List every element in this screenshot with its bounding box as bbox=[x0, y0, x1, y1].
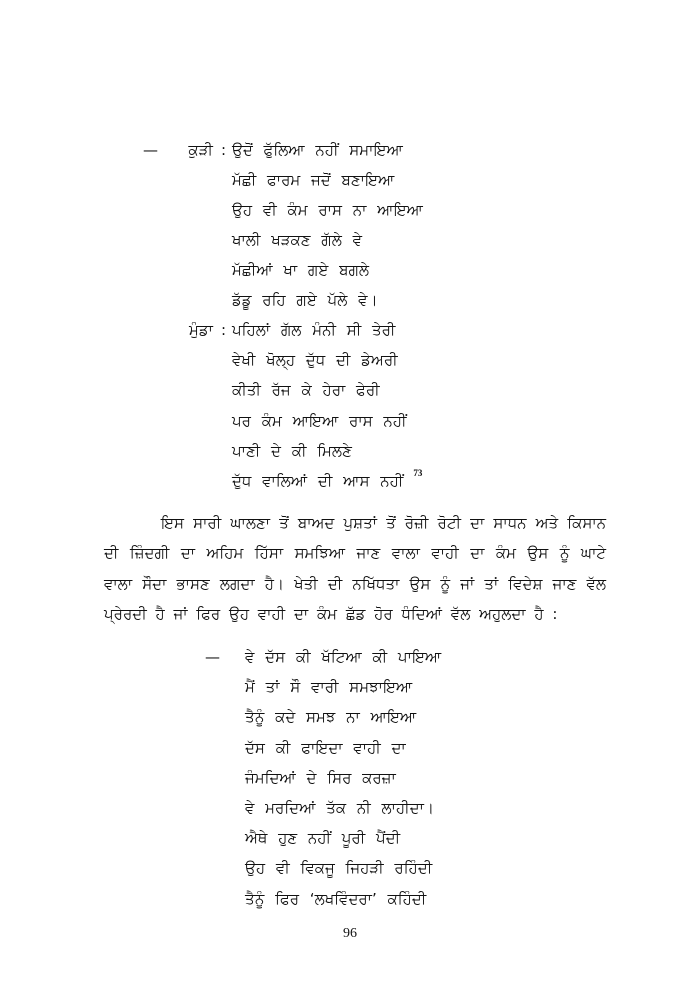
colon: : bbox=[220, 141, 226, 159]
verse-line bbox=[245, 858, 432, 878]
verse-line-text: ਕੀਤੀ ਰੱਜ ਕੇ ਹੇਰਾ ਫੇਰੀ bbox=[232, 381, 380, 400]
verse-line-text: ਤੈਨੂੰ ਕਦੇ ਸਮਝ ਨਾ ਆਇਆ bbox=[245, 708, 417, 727]
verse-line bbox=[245, 798, 434, 818]
speaker-1-label bbox=[188, 140, 226, 160]
verse-line-text: ਐਥੇ ਹੁਣ ਨਹੀਂ ਪੂਰੀ ਪੈਂਦੀ bbox=[245, 829, 401, 848]
body-paragraph: ਇਸ ਸਾਰੀ ਘਾਲਣਾ ਤੋਂ ਬਾਅਦ ਪੁਸ਼ਤਾਂ ਤੋਂ ਰੋਜ਼ੀ ਰੋਟੀ ਦਾ ਸਾਧਨ ਅਤੇ ਕਿਸਾਨ ਦੀ ਜ਼ਿੰਦਗੀ ਦਾ ਅਹਿਮ ਹਿੱਸਾ ਸਮਝਿਆ ਜਾਣ ਵਾਲਾ ਵਾਹੀ ਦਾ ਕੰਮ ਉਸ ਨੂੰ ਘਾਟੇ ਵਾਲਾ ਸੌਦਾ ਭਾਸਣ ਲਗਦਾ ਹੈ। ਖੇਤੀ ਦੀ ਨਖਿੱਧਤਾ ਉਸ ਨੂੰ ਜਾਂ ਤਾਂ ਵਿਦੇਸ਼ ਜਾਣ ਵੱਲ ਪ੍ਰੇਰਦੀ ਹੈ ਜਾਂ ਫਿਰ ਉਹ ਵਾਹੀ ਦਾ ਕੰਮ ਛੱਡ ਹੋਰ ਧੰਦਿਆਂ ਵੱਲ ਅਹੁਲਦਾ ਹੈ : bbox=[104, 514, 606, 623]
speaker-name: ਮੁੰਡਾ bbox=[189, 321, 213, 339]
verse-line bbox=[232, 200, 423, 220]
verse-line-text: ਪਾਣੀ ਦੇ ਕੀ ਮਿਲਣੇ bbox=[232, 441, 352, 460]
colon: : bbox=[220, 321, 226, 339]
verse-line bbox=[232, 140, 403, 160]
verse-line-text: ਵੇਖੀ ਖੋਲ੍ਹ ਦੁੱਧ ਦੀ ਡੇਅਰੀ bbox=[232, 351, 398, 370]
verse-line-text: ਮੈਂ ਤਾਂ ਸੌ ਵਾਰੀ ਸਮਝਾਇਆ bbox=[245, 678, 413, 697]
verse-line bbox=[245, 738, 406, 758]
footnote-marker: 73 bbox=[413, 468, 423, 478]
verse-line-text: ਵੇ ਦੱਸ ਕੀ ਖੱਟਿਆ ਕੀ ਪਾਇਆ bbox=[245, 648, 442, 666]
dash: — bbox=[205, 648, 220, 666]
verse-line bbox=[245, 828, 400, 848]
verse-line bbox=[232, 350, 398, 370]
verse-line-text: ਮੱਛੀ ਫਾਰਮ ਜਦੋਂ ਬਣਾਇਆ bbox=[232, 171, 395, 189]
verse-line bbox=[232, 230, 362, 250]
verse-line-text: ਉਹ ਵੀ ਵਿਕਜੂ ਜਿਹੜੀ ਰਹਿੰਦੀ bbox=[245, 859, 433, 878]
verse-line bbox=[232, 411, 407, 431]
verse-line-text: ਉਦੋਂ ਫੁੱਲਿਆ ਨਹੀਂ ਸਮਾਇਆ bbox=[232, 141, 403, 159]
verse-line-text: ਦੱਸ ਕੀ ਫਾਇਦਾ ਵਾਹੀ ਦਾ bbox=[245, 738, 406, 757]
verse-line bbox=[245, 677, 412, 697]
verse-line bbox=[245, 707, 416, 727]
verse-line bbox=[245, 768, 396, 788]
verse-line bbox=[232, 380, 380, 400]
page-number: 96 bbox=[343, 926, 357, 941]
verse-line-text: ਵੇ ਮਰਦਿਆਂ ਤੱਕ ਨੀ ਲਾਹੀਦਾ। bbox=[245, 799, 434, 817]
verse-line bbox=[232, 170, 394, 190]
verse-line bbox=[232, 441, 352, 461]
verse-line-text: ਖਾਲੀ ਖੜਕਣ ਗੱਲੇ ਵੇ bbox=[232, 231, 363, 249]
verse-line bbox=[245, 647, 441, 667]
verse-line-text: ਉਹ ਵੀ ਕੰਮ ਰਾਸ ਨਾ ਆਇਆ bbox=[232, 201, 423, 219]
verse-line-text: ਜੰਮਦਿਆਂ ਦੇ ਸਿਰ ਕਰਜ਼ਾ bbox=[245, 768, 396, 787]
verse-line bbox=[232, 320, 395, 340]
verse-line-text: ਮੱਛੀਆਂ ਖਾ ਗਏ ਬਗਲੇ bbox=[232, 261, 370, 279]
verse-line bbox=[232, 468, 423, 491]
verse-line-text: ਪਰ ਕੰਮ ਆਇਆ ਰਾਸ ਨਹੀਂ bbox=[232, 411, 407, 430]
verse-line-text: ਦੁੱਧ ਵਾਲਿਆਂ ਦੀ ਆਸ ਨਹੀਂ bbox=[232, 472, 404, 490]
dash: — bbox=[143, 141, 158, 159]
verse-line bbox=[232, 260, 369, 280]
speaker-name: ਕੁੜੀ bbox=[188, 141, 213, 159]
verse-line bbox=[245, 889, 426, 909]
verse-line-text: ਡੱਡੂ ਰਹਿ ਗਏ ਪੱਲੇ ਵੇ। bbox=[232, 291, 378, 309]
verse-line-text: ਪਹਿਲਾਂ ਗੱਲ ਮੰਨੀ ਸੀ ਤੇਰੀ bbox=[232, 321, 396, 339]
verse-line-text: ਤੈਨੂੰ ਫਿਰ ‘ਲਖਵਿੰਦਰਾ’ ਕਹਿੰਦੀ bbox=[245, 889, 427, 908]
speaker-2-label bbox=[189, 320, 226, 340]
verse-line bbox=[232, 290, 378, 310]
